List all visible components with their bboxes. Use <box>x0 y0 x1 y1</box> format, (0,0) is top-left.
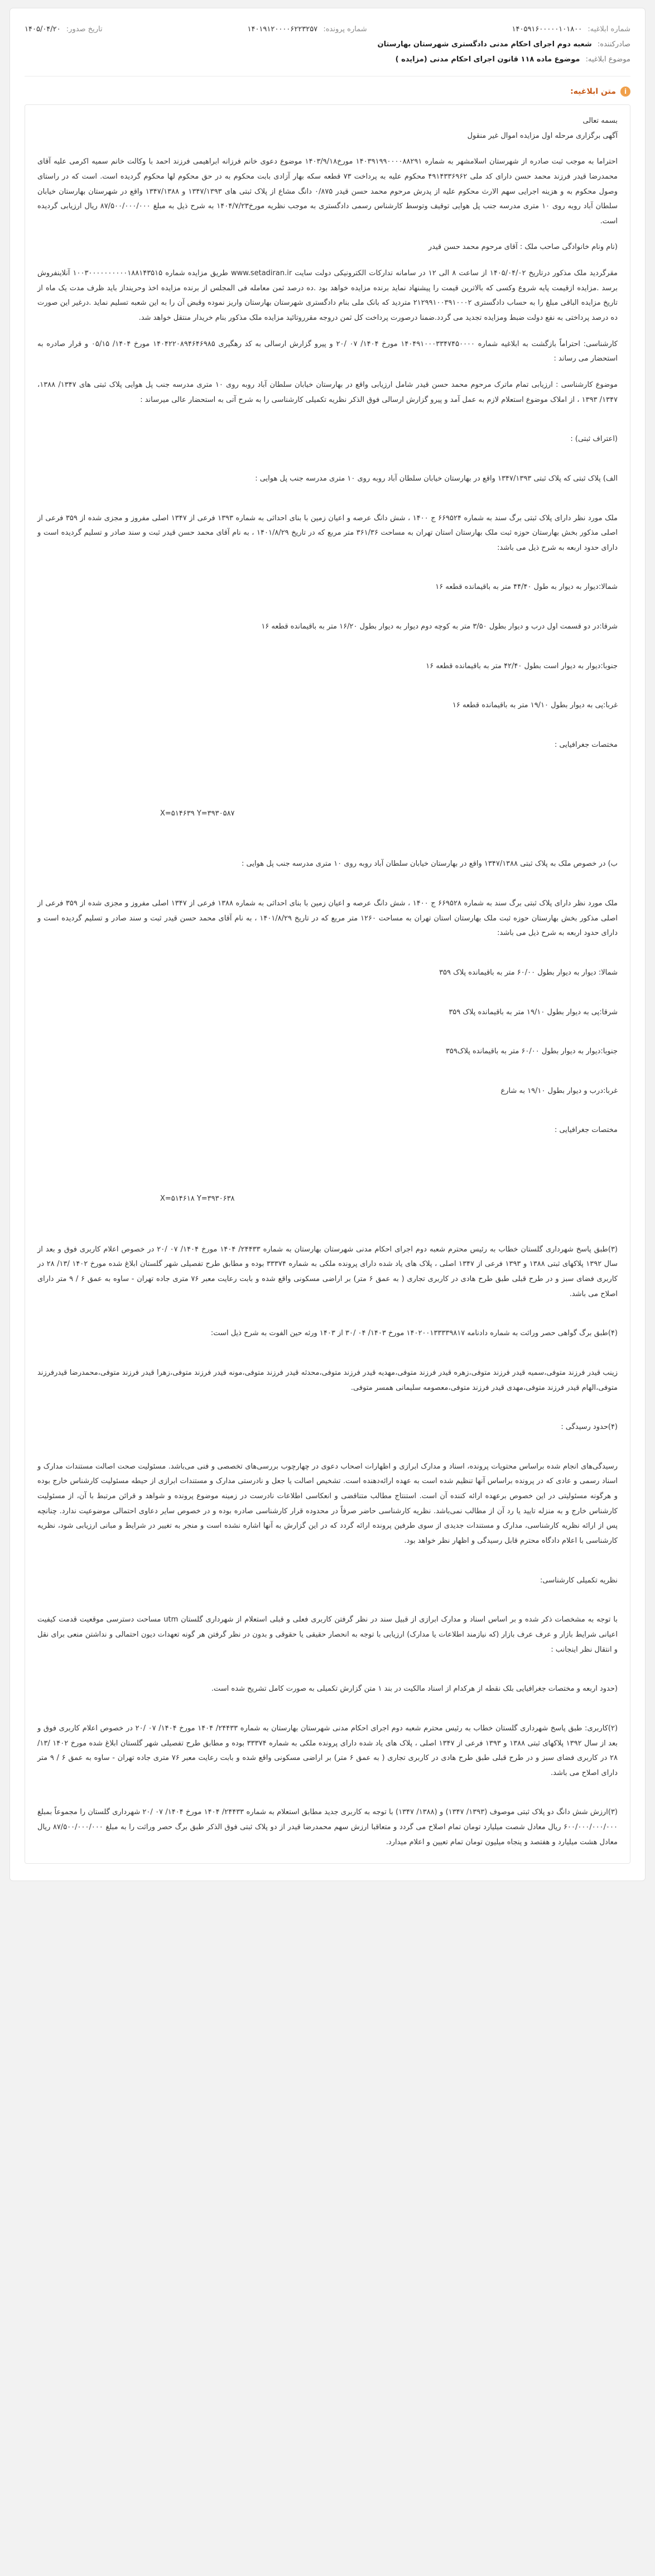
announcement-text-title: متن ابلاغیه: <box>570 87 616 96</box>
body-p34: (۳)ارزش شش دانگ دو پلاک ثبتی موصوف (۱۳۹۳/ ۱۳۴۷) و (۱۳۸۸/ ۱۳۴۷) با توجه به کاربری جدید مطابق استعلام به شماره ۲۴۴۳۳/ ۱۴۰۴ مورخ ۱۴۰۴/ ۰۷ /۲۰ شهرداری گلستان را مجموعاً بمبلغ ۶۰۰/۰۰۰/۰۰۰/۰۰۰ ریال معادل شصت میلیارد تومان تمام اصلاح می گردد و متعاقبا ارزش سهم محمدرضا قیدر از دو پلاک ثبتی فوق الذکر طبق برگ حصر وراثت را به مبلغ ۸۷/۵۰۰/۰۰۰/۰۰۰ ریال معادل هشت میلیارد و هفتصد و پنجاه میلیون تومان تمام تعیین و اعلام میدارد. <box>37 1808 618 1846</box>
body-p02: آگهی برگزاری مرحله اول مزایده اموال غیر منقول <box>467 131 618 140</box>
announcement-number-value: ۱۴۰۵۹۱۶۰۰۰۰۰۱۰۱۸۰۰ <box>512 25 582 33</box>
announcement-text-heading <box>10 76 645 97</box>
body-p04: (نام ونام خانوادگی صاحب ملک : آقای مرحوم محمد حسن قیدر <box>428 243 618 252</box>
body-p31: با توجه به مشخصات ذکر شده و بر اساس اسناد و مدارک ابرازی از قبیل سند در نظر گرفتن کاربری فعلی و قبلی استعلام از شهرداری گلستان utm مساحت دسترسی موقعیت قدمت کیفیت اعیانی شرایط بازار و عرف عرف بازار (که نیازمند اطلاعات یا مدارک) ارزیابی با توجه به انحصار حقیقی یا حقوقی و بدون در نظر گرفتن هر گونه تعهدات دیون احتمالی و نداشتن منعی برای نقل و انتقال نظر اینجانب : <box>37 1615 618 1654</box>
body-p08: (اعتراف ثبتی) : <box>570 435 618 444</box>
case-number-field <box>247 25 367 33</box>
subject-label: موضوع ابلاغیه: <box>585 55 630 64</box>
issue-date-label: تاریخ صدور: <box>66 25 103 33</box>
header-meta-row <box>10 8 645 33</box>
body-p26: (۴)طبق برگ گواهی حصر وراثت به شماره دادنامه ۱۴۰۲۰۰۱۳۳۳۳۹۸۱۷ مورخ ۱۴۰۳/ ۰۴ /۳۰ از ۱۴۰۳ ورثه حین الفوت به شرح ذیل است: <box>210 1329 618 1338</box>
body-p16-coordinates: X=۵۱۴۶۳۹ Y=۳۹۳۰۵۸۷ <box>160 809 235 818</box>
body-p25: (۳)طبق پاسخ شهرداری گلستان خطاب به رئیس محترم شعبه دوم اجرای احکام مدنی شهرستان بهارستان به شماره ۲۴۴۳۳/ ۱۴۰۴ مورخ ۱۴۰۴/ ۰۷ /۲۰ در خصوص اعلام کاربری فوق و بعد از سال ۱۳۹۲ پلاکهای ثبتی ۱۳۸۸ و ۱۳۹۳ فرعی از ۱۳۴۷ اصلی ، پلاک های یاد شده دارای پرونده ملکی به شماره ۳۳۳۷۴ بوده و مطابق طرح تفصیلی شهر گلستان ابلاغ شده مورخ ۱۴۰۲ /۱۳/ ۲۸ در کاربری فضای سبز و در طرح قبلی طبق طرح هادی در کاربری تجاری ( به عمق ۶ متر) بر اراضی مسکونی واقع شده و بابت رعایت معبر ۷۶ متری جاده تهران - ساوه به عمق ۶ / ۹ متر دارای اصلاح می باشد. <box>37 1245 618 1298</box>
body-p12: شرقا:در دو قسمت اول درب و دیوار بطول ۳/۵۰ متر به کوچه دوم دیوار به دیوار بطول ۱۶/۲۰ متر به باقیمانده قطعه ۱۶ <box>261 622 618 631</box>
issue-date-value: ۱۴۰۵/۰۴/۲۰ <box>25 25 61 33</box>
body-p30: نظریه تکمیلی کارشناسی: <box>540 1576 618 1585</box>
body-p32: (حدود اربعه و مختصات جغرافیایی بلک نقطه از هرکدام از اسناد مالکیت در بند ۱ متن گزارش تکمیلی به صورت کامل تشریح شده است. <box>211 1685 618 1694</box>
body-p09: الف) پلاک ثبتی که پلاک ثبتی ۱۳۴۷/۱۳۹۳ واقع در بهارستان خیابان سلطان آباد روبه روی ۱۰ متری مدرسه جنب پل هوایی : <box>255 474 618 483</box>
info-icon: i <box>620 87 630 97</box>
body-p28: (۴)حدود رسیدگی : <box>561 1423 618 1432</box>
announcement-text-box <box>25 104 630 1864</box>
subject-field <box>10 49 645 64</box>
body-p17: ب) در خصوص ملک به پلاک ثبتی ۱۳۴۷/۱۳۸۸ واقع در بهارستان خیابان سلطان آباد روبه روی ۱۰ متری مدرسه جنب پل هوایی : <box>242 860 618 869</box>
body-p01: بسمه تعالی <box>582 117 618 125</box>
announcement-page <box>9 8 646 1881</box>
case-number-value: ۱۴۰۱۹۱۲۰۰۰۰۶۲۲۳۲۵۷ <box>247 25 318 33</box>
body-p03: احتراما به موجب ثبت صادره از شهرستان اسلامشهر به شماره ۱۴۰۳۹۱۹۹۰۰۰۰۸۸۲۹۱ مورخ۱۴۰۳/۹/۱۸ موضوع دعوی خانم فرزانه ابراهیمی فرزند احمد با وکالت خانم سمیه اکرمی علیه آقای محمدرضا قیدر فرزند محمد حسن دارای کد ملی ۴۹۱۴۳۳۶۹۶۲ محکوم علیه به پرداخت ۷۳ قطعه سکه بهار آزادی بابت محکوم به در حق محکوم لها محکوم گردیده است. است که در راستای وصول محکوم به و هزینه اجرایی سهم الارث محکوم علیه از پدرش مرحوم محمد حسن قیدر ۰/۸۷۵ دانگ مشاع از پلاک ثبتی های ۱۳۴۷/۱۳۹۳ و ۱۳۴۷/۱۳۸۸ واقع در شهرستان بهارستان خیابان سلطان آباد روبه روی ۱۰ متری مدرسه جنب پل هوایی توقیف وتوسط کارشناس رسمی دادگستری به موجب نظریه مورخ۱۴۰۴/۷/۲۳ به شرح ذیل به مبلغ ۸۷/۵۰۰/۰۰۰/۰۰۰ ریال ارزیابی گردیده است. <box>37 157 618 226</box>
body-p10: ملک مورد نظر دارای پلاک ثبتی برگ سند به شماره ۶۶۹۵۲۴ ج ۱۴۰۰ ، شش دانگ عرصه و اعیان زمین با بنای احداثی به شماره ۱۳۹۳ فرعی از ۱۳۴۷ اصلی مفروز و مجزی شده از ۳۵۹ فرعی از اصلی مذکور بخش بهارستان حوزه ثبت ملک بهارستان استان تهران به مساحت ۳۶۱/۳۶ متر مربع که در تاریخ ۱۴۰۱/۸/۲۹ ، به نام آقای محمد حسن قیدر ثبت و سند صادر و تسلیم گردیده است و دارای حدود اربعه به شرح ذیل می باشد: <box>37 514 618 552</box>
body-p19: شمالا: دیوار به دیوار بطول ۶۰/۰۰ متر به باقیمانده پلاک ۳۵۹ <box>439 968 618 977</box>
issue-date-field <box>25 25 103 33</box>
body-p15: مختصات جغرافیایی : <box>554 741 618 750</box>
body-p21: جنوبا:دیوار به دیوار بطول ۶۰/۰۰ متر به باقیمانده پلاک۳۵۹ <box>445 1047 618 1056</box>
body-p20: شرقا:پی به دیوار بطول ۱۹/۱۰ متر به باقیمانده پلاک ۳۵۹ <box>449 1008 618 1016</box>
body-p24-coordinates: X=۵۱۴۶۱۸ Y=۳۹۳۰۶۳۸ <box>160 1195 235 1203</box>
body-p14: غربا:پی به دیوار بطول ۱۹/۱۰ متر به باقیمانده قطعه ۱۶ <box>452 701 618 710</box>
issuer-label: صادرکننده: <box>597 40 630 49</box>
body-p06: کارشناسی: احتراماً بازگشت به ابلاغیه شماره ۱۴۰۴۹۱۰۰۰۳۳۴۷۴۵۰۰۰۰ مورخ ۱۴۰۴/ ۰۷ /۲۰ و پیرو گزارش ارسالی به کد رهگیری ۱۴۰۴۲۲۰۸۹۴۶۴۶۹۸۵ مورخ ۱۴۰۴/ ۰۵/۱۵ و قرار صادره به استحضار می رساند : <box>37 339 618 363</box>
case-number-label: شماره پرونده: <box>323 25 367 33</box>
body-p27: زینب قیدر فرزند متوفی،سمیه قیدر فرزند متوفی،زهره قیدر فرزند متوفی،مهدیه قیدر فرزند متوفی،محدثه قیدر فرزند متوفی،مونه قیدر فرزند متوفی،زهرا قیدر فرزند متوفی،محمدرضا قیدرفرزند متوفی،الهام قیدر فرزند متوفی،مهدی قیدر فرزند متوفی،معصومه سلیمانی همسر متوفی. <box>37 1368 618 1392</box>
body-p07: موضوع کارشناسی : ارزیابی تمام ماترک مرحوم محمد حسن قیدر شامل ارزیابی واقع در بهارستان خیابان سلطان آباد روبه روی ۱۰ متری مدرسه جنب پل هوایی پلاک ثبتی های ۱۳۴۷/ ۱۳۸۸، ۱۳۴۷/ ۱۳۹۳ ، از املاک موضوع استعلام لازم به عمل آمد و پیرو گزارش ارسالی فوق الذکر نظریه تکمیلی کارشناسی را به شرح آتی به استحضار عالی میرساند : <box>37 380 618 404</box>
subject-value: موضوع ماده ۱۱۸ قانون اجرای احکام مدنی (مزایده ) <box>395 55 580 64</box>
body-p29: رسیدگی‌های انجام شده براساس محتویات پرونده، اسناد و مدارک ابرازی و اظهارات اصحاب دعوی در چهارچوب بررسی‌های تخصصی و فنی می‌باشد. مسئولیت صحت اصالت مستندات مدارک و اسناد رسمی و عادی که در پرونده براساس آنها تنظیم شده است به عهده ارائه‌دهنده است. تشخیص اصالت یا جعل و نادرستی مدارک و مستندات ابرازی از حیطه مسئولیت کارشناس خارج بوده و هرگونه مسئولیتی در این خصوص برعهده ارائه کننده آن است. استنتاج مطالب متناقضی و انعکاسی اطلاعات نادرست در زمینه موضوع پرونده و شواهد و قرائن مرتبط با آن، از مسئولیت کارشناس خارج و به منزله تایید یا رد آن از مطالب نمی‌باشد. نظریه کارشناسی حاضر صرفاً در محدوده قرار کارشناسی صادره بوده و در خصوص سایر دعاوی احتمالی موضوعیت ندارد. چنانچه پس از ارائه نظریه کارشناسی، مدارک و مستندات جدیدی از سوی طرفین پرونده ارائه گردد که در این گزارش به آنها اشاره نشده است و منجر به تغییر در شرایط و مبانی ارزیابی شود، نظریه کارشناسی با اعلام دادگاه محترم قابل رسیدگی و اظهار نظر خواهد بود. <box>37 1462 618 1546</box>
body-p13: جنوبا:دیوار به دیوار است بطول ۴۲/۴۰ متر به باقیمانده قطعه ۱۶ <box>426 661 618 670</box>
announcement-number-label: شماره ابلاغیه: <box>587 25 630 33</box>
issuer-value: شعبه دوم اجرای احکام مدنی دادگستری شهرستان بهارستان <box>377 40 592 49</box>
body-p18: ملک مورد نظر دارای پلاک ثبتی برگ سند به شماره ۶۶۹۵۲۸ ج ۱۴۰۰ ، شش دانگ عرصه و اعیان زمین با بنای احداثی به شماره ۱۳۸۸ فرعی از ۱۳۴۷ اصلی مفروز و مجزی شده از ۳۵۹ فرعی از اصلی مذکور بخش بهارستان حوزه ثبت ملک بهارستان استان تهران به مساحت ۱۲۶۰ متر مربع که در تاریخ ۱۴۰۱/۸/۲۹ ، به نام آقای محمد حسن قیدر ثبت و سند صادر و تسلیم گردیده است و دارای حدود اربعه به شرح ذیل می باشد: <box>37 899 618 938</box>
body-p11: شمالا:دیوار به دیوار به طول ۴۴/۴۰ متر به باقیمانده قطعه ۱۶ <box>435 583 618 592</box>
body-p05: مقرگردید ملک مذکور درتاریخ ۱۴۰۵/۰۴/۰۲ از ساعت ۸ الی ۱۲ در سامانه تدارکات الکترونیکی دولت سایت www.setadiran.ir طریق مزایده شماره ۱۰۰۳۰۰۰۰۰۰۰۰۰۰۱۸۸۱۴۳۵۱۵ آنلاینفروش برسد .مزایده ازقیمت پایه شروع وکسی که بالاترین قیمت را پیشنهاد نماید برنده مزایده خواهد بود .ده درصد ثمن معامله فی المجلس از برنده مزایده اخذ وحرینداز باید ظرف مدت یک ماه از تاریخ مزایده الباقی مبلغ را به حساب دادگستری ۲۱۲۹۹۱۰۰۳۹۱۰۰۰۲ متردید که بانک ملی بنام دادگستری شهرستان بهارستان واریز نموده وقبض آن را به این شعبه تسلیم نماید .درغیر این صورت ده درصد پرداختی به نفع دولت ضبط ومزایده تجدید می گردد.ضمنا درصورت پرداخت کل ثمن دروجه مقرروتائید مزایده ملک مذکور بنام خریدار منتقل خواهد شد. <box>37 269 618 323</box>
body-p23: مختصات جغرافیایی : <box>554 1126 618 1135</box>
body-p22: غربا:درب و دیوار بطول ۱۹/۱۰ به شارع <box>500 1086 618 1095</box>
body-p33: (۲)کاربری: طبق پاسخ شهرداری گلستان خطاب به رئیس محترم شعبه دوم اجرای احکام مدنی شهرستان بهارستان به شماره ۲۴۴۳۳/ ۱۴۰۴ مورخ ۱۴۰۴/ ۰۷ /۲۰ در خصوص اعلام کاربری فوق و بعد از سال ۱۳۹۲ پلاکهای ثبتی ۱۳۸۸ و ۱۳۹۳ فرعی از ۱۳۴۷ اصلی ، پلاک های یاد شده دارای پرونده ملکی به شماره ۳۳۳۷۴ بوده و مطابق طرح تفصیلی شهر گلستان ابلاغ شده مورخ ۱۴۰۲ /۱۳/ ۲۸ در کاربری فضای سبز و در طرح قبلی طبق طرح هادی در کاربری تجاری ( به عمق ۶ متر) بر اراضی مسکونی واقع شده و بابت رعایت معبر ۷۶ متری جاده تهران - ساوه به عمق ۶ / ۹ متر دارای اصلاح می باشد. <box>37 1724 618 1777</box>
issuer-field <box>10 33 645 49</box>
announcement-number-field <box>512 25 630 33</box>
